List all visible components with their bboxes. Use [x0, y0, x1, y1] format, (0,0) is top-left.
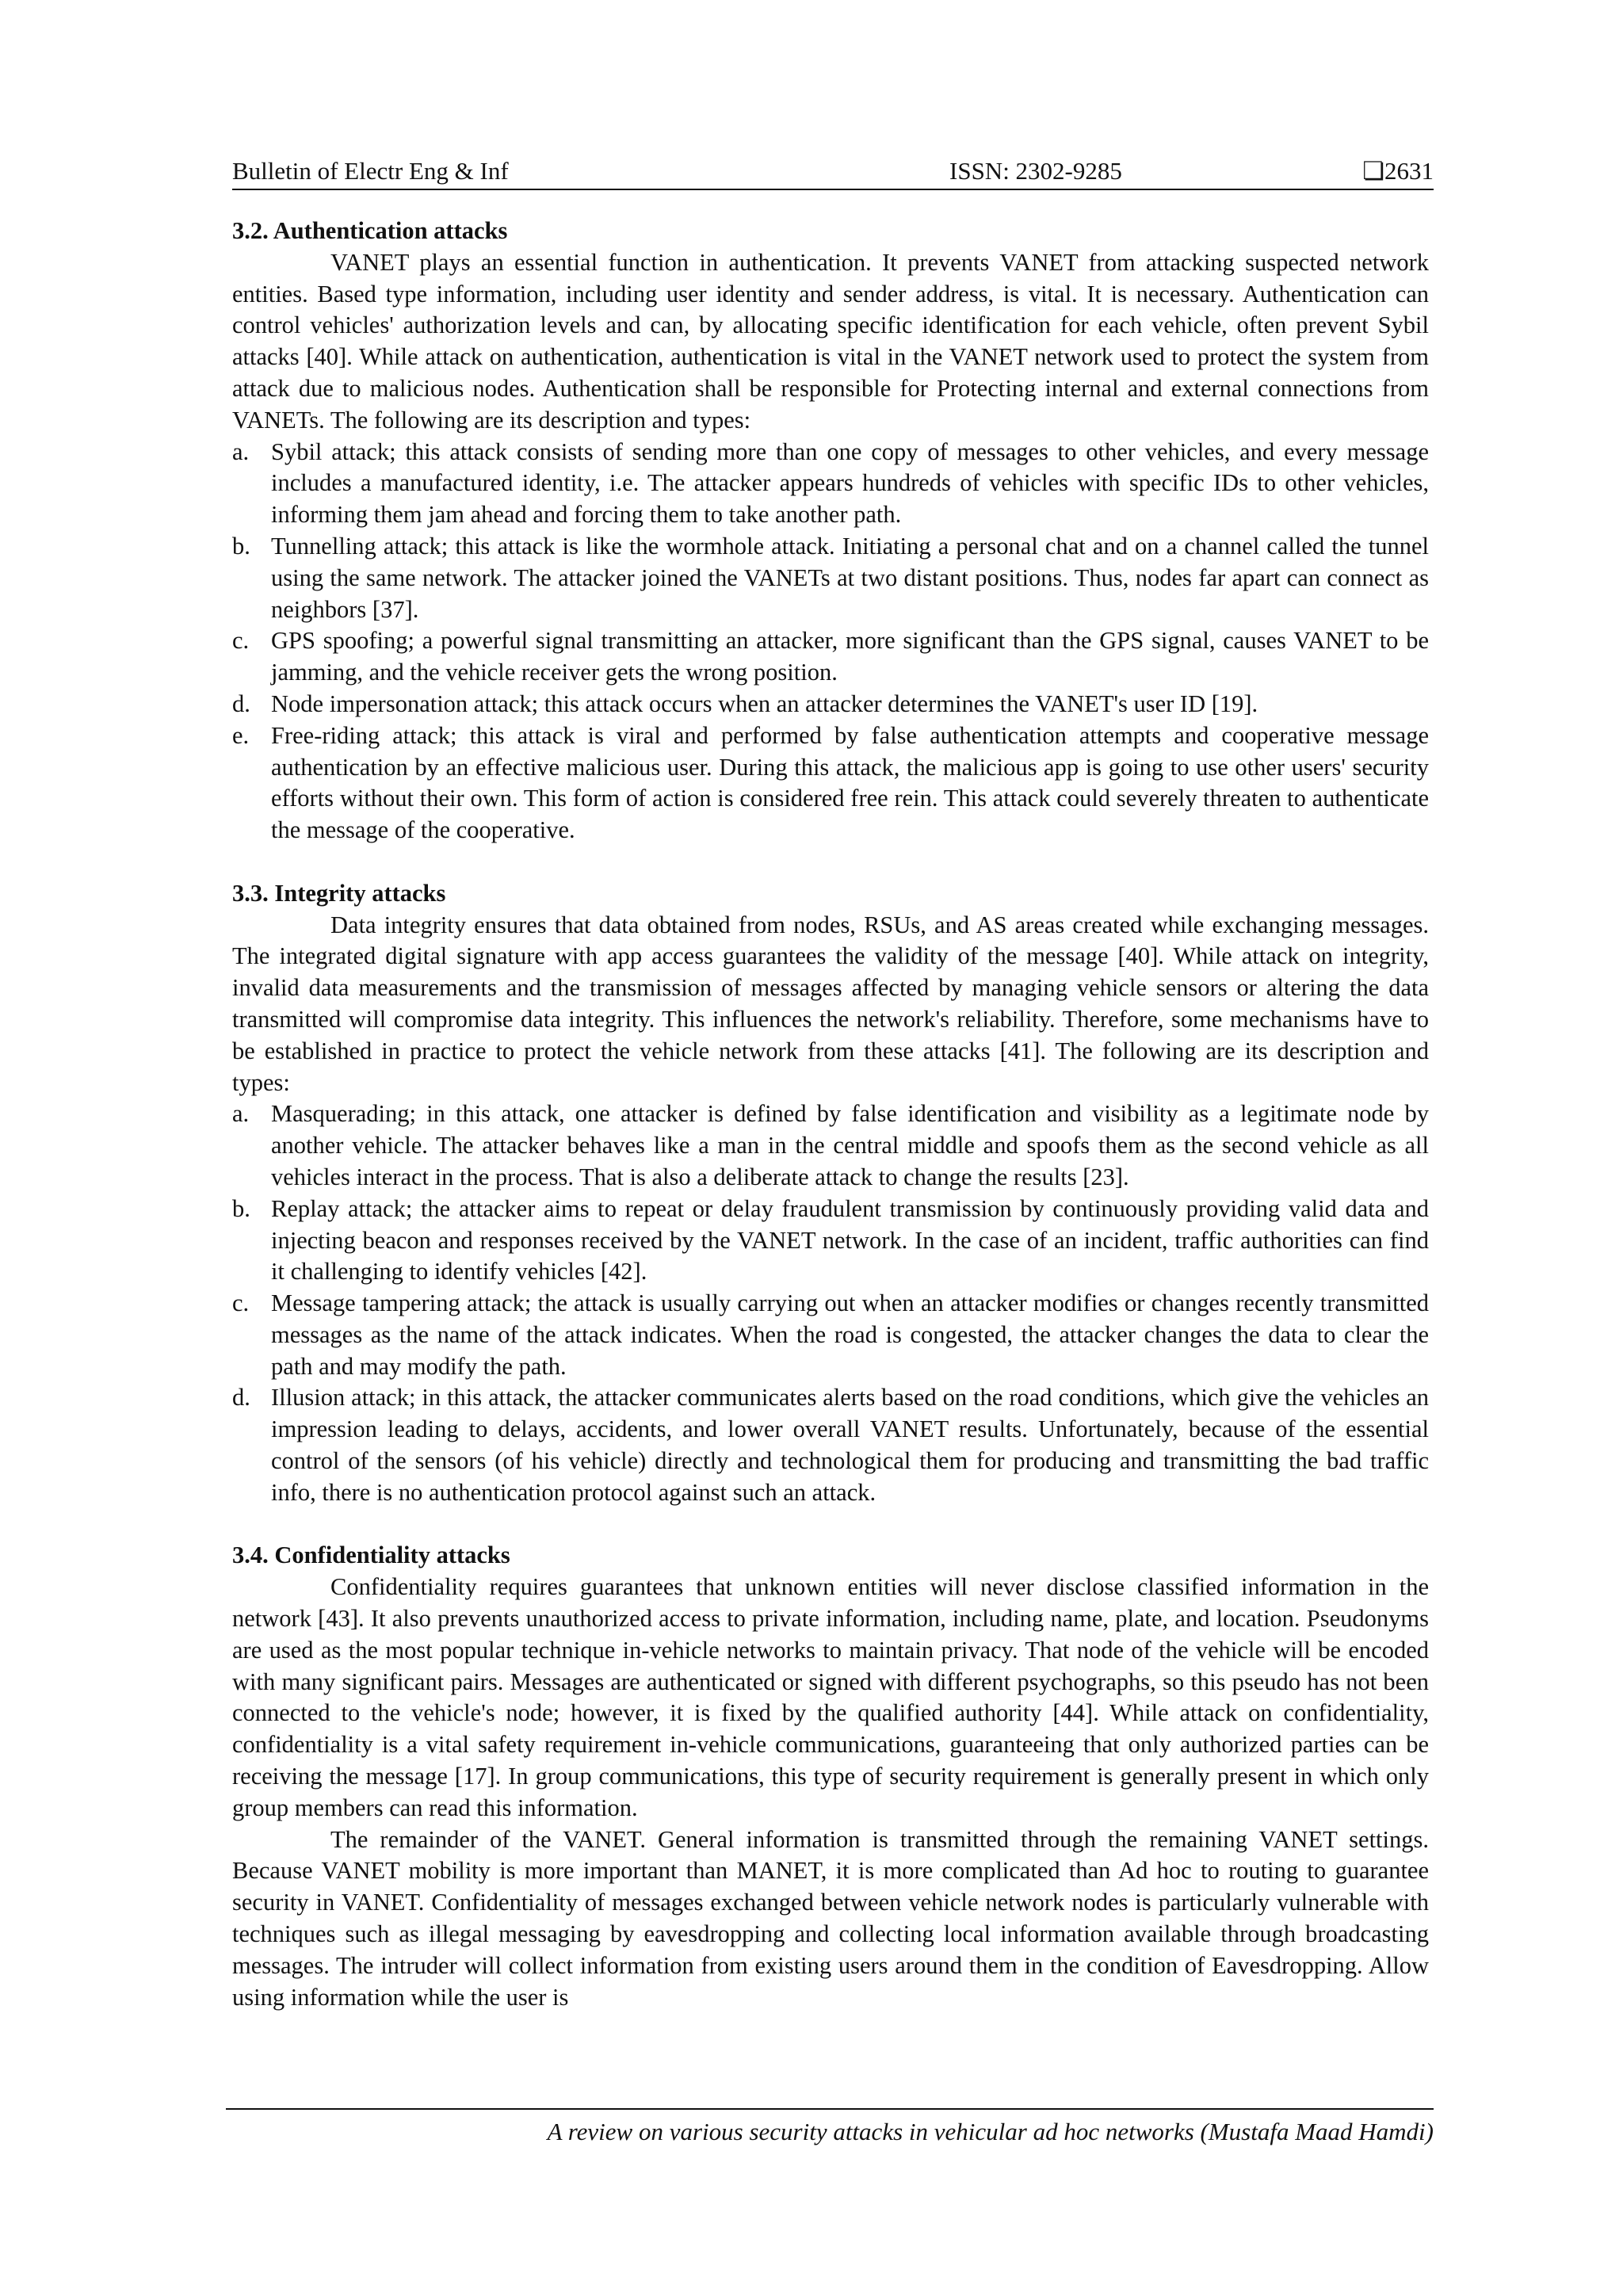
- list-item-text: Masquerading; in this attack, one attacker is defined by false identification and visibility as a legitimate node by another vehicle. The attacker behaves like a man in the central middle and spoofs them as the second vehicle as all vehicles interact in the process. That is also a deliberate attack to change the results [23].: [271, 1100, 1429, 1190]
- list-marker: a.: [232, 437, 250, 465]
- list-item: [232, 437, 1429, 531]
- journal-name: Bulletin of Electr Eng & Inf: [232, 157, 509, 185]
- section-authentication-attacks: [232, 216, 1429, 846]
- list-item-text: Node impersonation attack; this attack occurs when an attacker determines the VANET's user ID [19].: [271, 690, 1258, 717]
- footer-running-title: A review on various security attacks in vehicular ad hoc networks (Mustafa Maad Hamdi): [547, 2118, 1434, 2145]
- list-item: [232, 1288, 1429, 1382]
- list-item-text: GPS spoofing; a powerful signal transmitting an attacker, more significant than the GPS signal, causes VANET to be jamming, and the vehicle receiver gets the wrong position.: [271, 627, 1429, 686]
- list-item-text: Illusion attack; in this attack, the attacker communicates alerts based on the road conditions, which give the vehicles an impression leading to delays, accidents, and lower overall VANET results. Unfortunately, because of the essential control of the sensors (of his vehicle) directly and technological them for producing and transmitting the bad traffic info, there is no authentication protocol against such an attack.: [271, 1384, 1429, 1506]
- list-marker: d.: [232, 1384, 250, 1412]
- header-rule: [232, 189, 1434, 190]
- list-item: [232, 1382, 1429, 1508]
- paragraph: Data integrity ensures that data obtained from nodes, RSUs, and AS areas created while exchanging messages. The integrated digital signature with app access guarantees the validity of the message [40]. While attack on integrity, invalid data measurements and the transmission of messages affected by managing vehicle sensors or altering the data transmitted will compromise data integrity. This influences the network's reliability. Therefore, some mechanisms have to be established in practice to protect the vehicle network from these attacks [41]. The following are its description and types:: [232, 911, 1429, 1096]
- list-item: [232, 689, 1429, 720]
- section-heading: 3.3. Integrity attacks: [232, 879, 446, 907]
- list-item-text: Free-riding attack; this attack is viral and performed by false authentication attempts and cooperative message authentication by an effective malicious user. During this attack, the malicious app is going to use other users' security efforts without their own. This form of action is considered free rein. This attack could severely threaten to authenticate the message of the cooperative.: [271, 721, 1429, 844]
- list-item-text: Tunnelling attack; this attack is like the wormhole attack. Initiating a personal chat and on a channel called the tunnel using the same network. The attacker joined the VANETs at two distant positions. Thus, nodes far apart can connect as neighbors [37].: [271, 532, 1429, 623]
- list-item: [232, 1098, 1429, 1193]
- page-number: ❏2631: [1362, 157, 1434, 185]
- section-heading: 3.2. Authentication attacks: [232, 217, 508, 244]
- list-item: [232, 1194, 1429, 1288]
- body-text: [232, 216, 1429, 2013]
- list-item-text: Sybil attack; this attack consists of sending more than one copy of messages to other vehicles, and every message includes a manufactured identity, i.e. The attacker appears hundreds of vehicles with specific IDs to other vehicles, informing them jam ahead and forcing them to take another path.: [271, 437, 1429, 529]
- section-heading: 3.4. Confidentiality attacks: [232, 1541, 510, 1569]
- section-gap: [232, 846, 1429, 878]
- list-marker: c.: [232, 1289, 250, 1317]
- list-marker: e.: [232, 721, 250, 749]
- list-item: [232, 625, 1429, 689]
- issn: ISSN: 2302-9285: [949, 157, 1122, 185]
- paragraph: Confidentiality requires guarantees that unknown entities will never disclose classified information in the network [43]. It also prevents unauthorized access to private information, including name, plate, and location. Pseudonyms are used as the most popular technique in-vehicle networks to maintain privacy. That node of the vehicle will be encoded with many significant pairs. Messages are authenticated or signed with different psychographs, so this pseudo has not been connected to the vehicle's node; however, it is fixed by the qualified authority [44]. While attack on confidentiality, confidentiality is a vital safety requirement in-vehicle communications, guaranteeing that only authorized parties can be receiving the message [17]. In group communications, this type of security requirement is generally present in which only group members can read this information.: [232, 1573, 1429, 1821]
- list-item: [232, 720, 1429, 846]
- footer-rule: [226, 2108, 1434, 2110]
- list-item: [232, 531, 1429, 625]
- list-item-text: Message tampering attack; the attack is usually carrying out when an attacker modifies or changes recently transmitted messages as the name of the attack indicates. When the road is congested, the attacker changes the data to clear the path and may modify the path.: [271, 1289, 1429, 1380]
- section-integrity-attacks: [232, 878, 1429, 1509]
- list-marker: b.: [232, 1194, 250, 1222]
- list-item-text: Replay attack; the attacker aims to repeat or delay fraudulent transmission by continuously providing valid data and injecting beacon and responses received by the VANET network. In the case of an incident, traffic authorities can find it challenging to identify vehicles [42].: [271, 1194, 1429, 1286]
- attack-list: [232, 1098, 1429, 1508]
- section-confidentiality-attacks: [232, 1540, 1429, 2013]
- paragraph: The remainder of the VANET. General information is transmitted through the remaining VANET settings. Because VANET mobility is more important than MANET, it is more complicated than Ad hoc to routing to guarantee security in VANET. Confidentiality of messages exchanged between vehicle network nodes is particularly vulnerable with techniques such as illegal messaging by eavesdropping and collecting local information available through broadcasting messages. The intruder will collect information from existing users around them in the condition of Eavesdropping. Allow using information while the user is: [232, 1825, 1429, 2011]
- list-marker: b.: [232, 532, 250, 560]
- section-gap: [232, 1509, 1429, 1541]
- paragraph: VANET plays an essential function in authentication. It prevents VANET from attacking suspected network entities. Based type information, including user identity and sender address, is vital. It is necessary. Authentication can control vehicles' authorization levels and can, by allocating specific identification for each vehicle, often prevent Sybil attacks [40]. While attack on authentication, authentication is vital in the VANET network used to protect the system from attack due to malicious nodes. Authentication shall be responsible for Protecting internal and external connections from VANETs. The following are its description and types:: [232, 248, 1429, 434]
- list-marker: a.: [232, 1100, 250, 1128]
- running-header: [232, 154, 1434, 189]
- list-marker: c.: [232, 627, 250, 655]
- list-marker: d.: [232, 690, 250, 717]
- attack-list: [232, 437, 1429, 846]
